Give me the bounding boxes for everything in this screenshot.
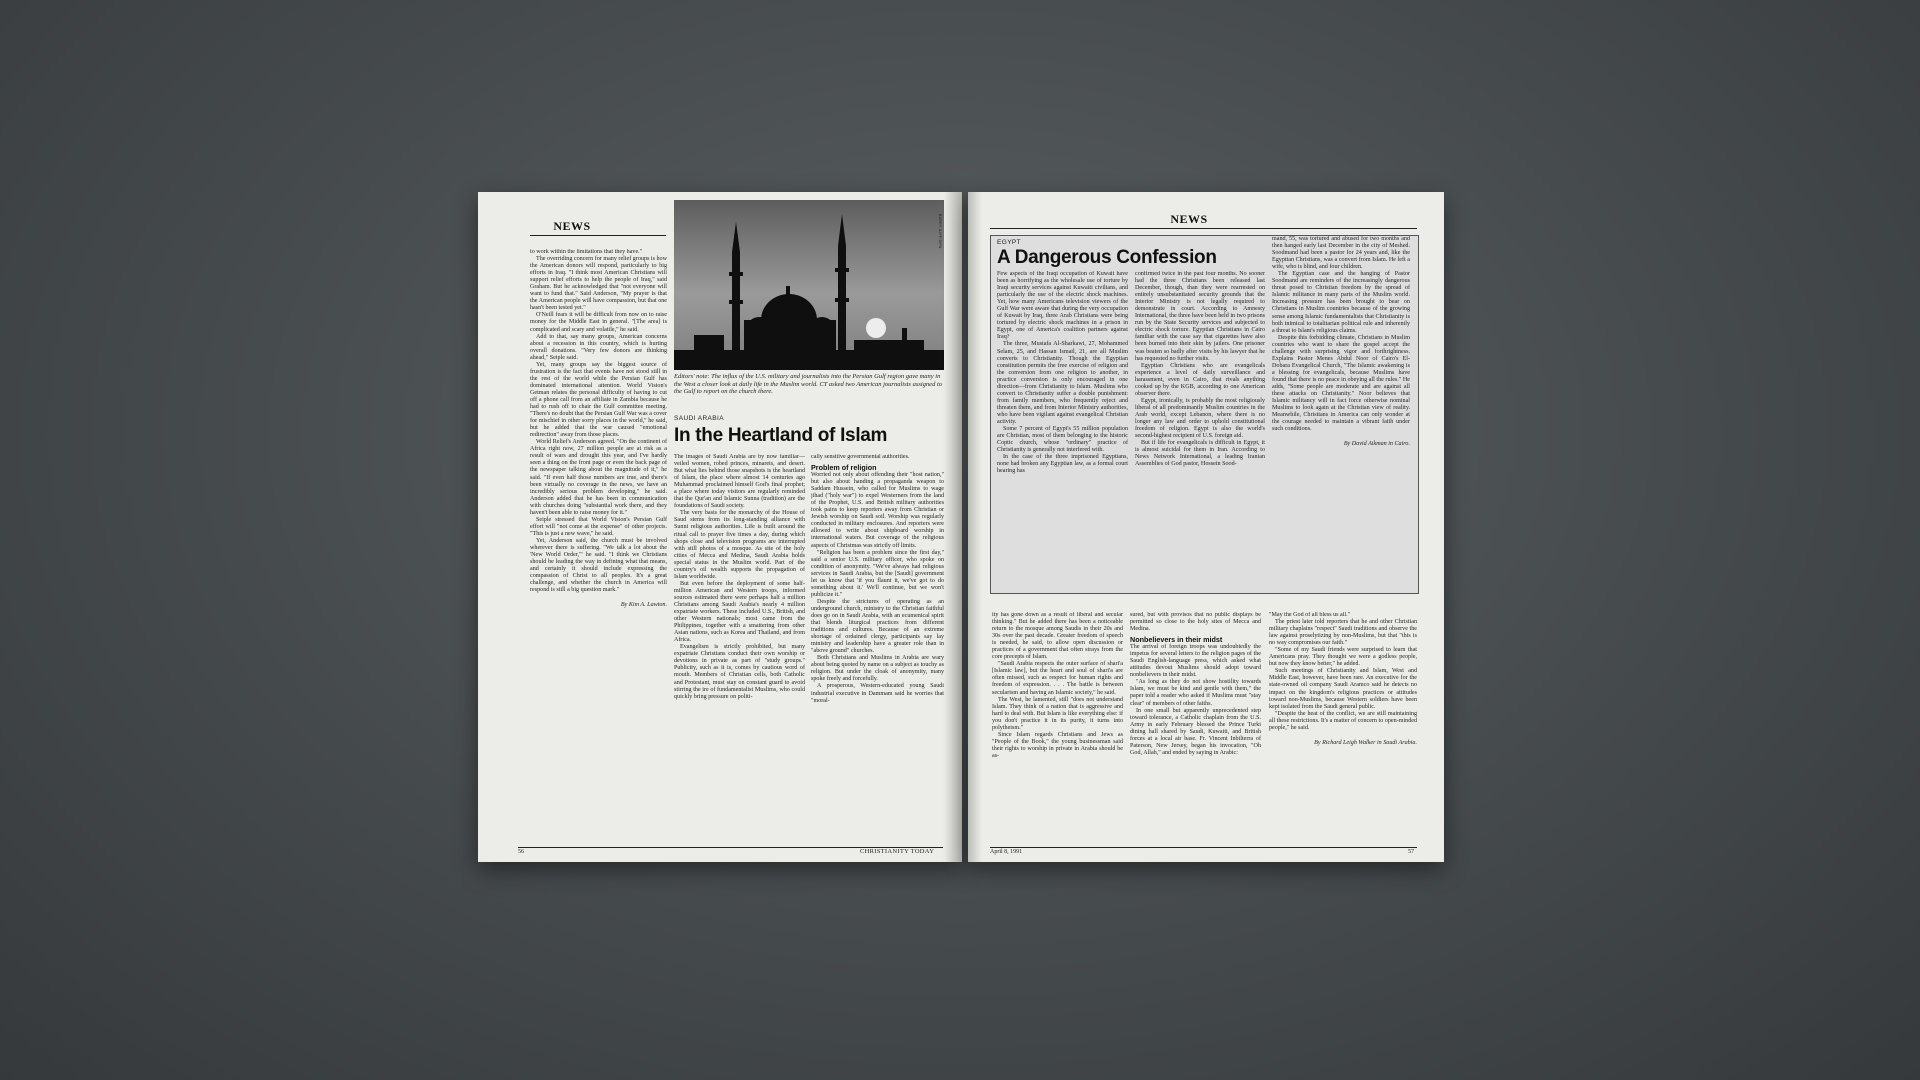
paragraph: "Religion has been a problem since the first day," said a senior U.S. military officer, who spoke on condition of anonymity. "We've always had religious services in Saudi Arabia, but the [Saudi] government let us know that 'if you flaunt it, we've got to do something about it.' We'll continue, but we won't publicize it." <box>811 549 944 598</box>
magazine-spread <box>478 192 1444 870</box>
paragraph: Few aspects of the Iraqi occupation of Kuwait have been as horrifying as the wholesale use of torture by Iraqi security services against Kuwaiti civilians, and particularly the use of the electric shock machines. Yet, how many Americans television viewers of the Gulf War were aware that during the very occupation of Kuwait by Iraq, three Arab Christians were being tortured by electric shock machines in a prison in Egypt, one of America's coalition partners against Iraq? <box>997 271 1128 341</box>
paragraph: The arrival of foreign troops was undoubtedly the impetus for several letters to the religion pages of the Saudi English-language press, which asked what attitudes devout Muslims should adopt toward nonbelievers in their midst. <box>1130 644 1261 679</box>
paragraph: Worried not only about offending their "host nation," but also about handing a propaganda weapon to Saddam Hussein, who called for Muslims to wage jihad ("holy war") to expel Westerners from the land of the Prophet, U.S. and British military authorities took pains to keep reporters away from Christian or Jewish worship on Saudi soil. Worship was regularly conducted in military enclosures. And reporters were allowed to write about shipboard worship in international waters. But coverage of the religious aspects of Christmas was strictly off limits. <box>811 472 944 549</box>
mosque-photo <box>674 200 944 370</box>
photo-caption: Editors' note: The influx of the U.S. military and journalists into the Persian Gulf region gave many in the West a closer look at daily life in the Muslim world. CT asked two American journalists assigned to the Gulf to report on the church there. <box>674 373 942 396</box>
box-column-3 <box>1272 236 1410 589</box>
paragraph: A prosperous, Western-educated young Saudi industrial executive in Dammam said he worries that "moral- <box>811 683 944 704</box>
paragraph: But if life for evangelicals is difficult in Egypt, it is almost suicidal for them in Iran. According to News Network International, a leading Iranian Assemblies of God pastor, Hossein Sood- <box>1135 440 1265 468</box>
paragraph: Add to that, say many groups, American concerns about a recession in this country, which is hurting overall donations. "Very few donors are thinking ahead," Seiple said. <box>530 333 667 361</box>
paragraph: ity has gone down as a result of liberal and secular thinking." But he added there has been a noticeable return to the mosque among Saudis in their 20s and 30s over the past decade. Greater freedom of speech is needed, he said, to allow open discussion or practices of a government that often strays from the core precepts of Islam. <box>992 612 1123 661</box>
paragraph: Seiple stressed that World Vision's Persian Gulf effort will "not come at the expense" of other projects. "This is just a new wave," he said. <box>530 516 667 537</box>
paragraph: The images of Saudi Arabia are by now familiar—veiled women, robed princes, minarets, and desert. But what lies behind those snapshots is the heartland of Islam, the place where almost 14 centuries ago Muhammad proclaimed himself God's final prophet; a place where today visitors are regularly reminded that the Qur'an and Islamic Sunna (tradition) are the foundations of Saudi society. <box>674 454 805 510</box>
page-number: 57 <box>1408 849 1414 855</box>
byline: By Kim A. Lawton. <box>620 602 667 609</box>
paragraph: The West, he lamented, still "does not understand Islam. They think of a nation that is aggressive and hard to deal with. But Islam is like everything else: if you don't practice it in its purity, it turns into polytheism." <box>992 696 1123 731</box>
paragraph: World Relief's Anderson agreed. "On the continent of Africa right now, 27 million people are at risk as a result of wars and drought this year, and I've hardly seen a thing on the front page or even the back page of the newspaper talking about the magnitude of it," he said. "If even half those numbers are true, and there's been virtually no coverage in the news, we have an incredibly serious problem developing," he said. Anderson added that he has been in communication with churches doing "substantial work there, and they haven't been able to raise money for it." <box>530 439 667 516</box>
story-kicker: EGYPT <box>997 239 1022 246</box>
section-rule <box>530 235 666 236</box>
section-rule <box>990 228 1417 229</box>
section-label: NEWS <box>553 219 591 233</box>
photo-credit: BARRY ILIFF/SIPA <box>938 214 942 249</box>
paragraph: sured, but with provisos that no public displays be permitted so close to the holy sites of Mecca and Medina. <box>1130 612 1261 633</box>
subhead: Problem of religion <box>811 463 877 473</box>
section-label: NEWS <box>1170 212 1208 226</box>
subhead: Nonbelievers in their midst <box>1130 635 1223 645</box>
story-kicker: SAUDI ARABIA <box>674 415 724 422</box>
paragraph: Since Islam regards Christians and Jews as "People of the Book," the young businessman said their rights to worship in private in Arabia should be as- <box>992 731 1123 759</box>
paragraph: Such meetings of Christianity and Islam, West and Middle East, however, have been rare. An executive for the state-owned oil company Saudi Aramco said he detects no impact on the kingdom's religious practices or attitudes toward non-Muslims, because Western soldiers have been kept isolated from the Saudi general public. <box>1269 668 1417 710</box>
column-1 <box>530 249 667 839</box>
paragraph: The Egyptian case and the hanging of Pastor Soodmand are reminders of the increasingly dangerous threat posed to Christian freedom by the spread of Islamic militance in many parts of the Muslim world. Increasing pressure has been brought to bear on Christians in Muslim countries because of the growing sense among Islamic fundamentalists that Christianity is both inimical to totalitarian political rule and inherently a threat to Islam's religious claims. <box>1272 271 1410 334</box>
gutter-shadow <box>968 192 982 862</box>
paragraph: Egypt, ironically, is probably the most religiously liberal of all predominantly Muslim countries in the Arab world, except Lebanon, where there is no longer any law and order to uphold constitutional freedom of religion. Egypt is also the world's second-highest recipient of U.S. foreign aid. <box>1135 397 1265 440</box>
column-3 <box>1269 612 1417 844</box>
left-page <box>478 192 962 862</box>
paragraph: to work within the limitations that they have." <box>530 249 643 255</box>
paragraph: "As long as they do not show hostility towards Islam, we must be kind and gentle with them," the paper told a reader who asked if Muslims must "stay clear" of members of other faiths. <box>1130 679 1261 707</box>
paragraph: But even before the deployment of some half-million American and Western troops, informed sources estimated there were perhaps half a million Christians among Saudi Arabia's nearly 4 million expatriate workers. These included U.S., British, and other Western nationals; most came from the Philippines, together with a smattering from other Asian nations, such as Korea and Thailand, and from Africa. <box>674 580 805 644</box>
issue-date: April 8, 1991 <box>990 849 1023 855</box>
paragraph: Yet, many groups say the biggest source of frustration is the fact that events have not stood still in the rest of the world while the Persian Gulf has dominated international attention. World Vision's Getman relates the personal difficulty of having to cut off a phone call from an affiliate in Zambia because he had to rush off to chair the Gulf committee meeting. "There's no doubt that the Persian Gulf War was a cover for mischief in other sorry places in the world," he said, but he added that the war caused "emotional redirection" away from those places. <box>530 361 667 439</box>
paragraph: The priest later told reporters that he and other Christian military chaplains "respect" Saudi traditions and observe the law against proselytizing by non-Muslims, but that "this is no way compromises our faith." <box>1269 619 1417 647</box>
paragraph: The three, Mustafa Al-Sharkawi, 27, Mohammed Selam, 25, and Hassan Ismail, 21, are all Muslim converts to Christianity. Though the Egyptian constitution permits the free exercise of religion and the conversion from one religion to another, in practice conversion is only encouraged in one direction—from Christianity to Islam. Muslims who convert to Christianity suffer a double punishment: from family members, who frequently reject and threaten them, and from Interior Ministry authorities, who have been vigilant against evangelical Christian activity. <box>997 341 1128 425</box>
paragraph: In one small but apparently unprecedented step toward tolerance, a Catholic chaplain from the U.S. Army in early February blessed the Prince Turki dining hall shared by Saudi, Kuwaiti, and British forces at a local air base. Fr. Vincent Inbilterra of Paterson, New Jersey, began his invocation, "Oh God, Allah," and ended by saying in Arabic: <box>1130 707 1261 756</box>
story-headline: A Dangerous Confession <box>997 247 1217 268</box>
page-number: 56 <box>518 849 524 855</box>
magazine-name: CHRISTIANITY TODAY <box>860 848 935 855</box>
paragraph: "Despite the heat of the conflict, we are still maintaining all these restrictions. It's a matter of concern to open-minded people," he said. <box>1269 710 1417 731</box>
gutter-shadow <box>944 192 962 862</box>
paragraph: "Some of my Saudi friends were surprised to learn that Americans pray. They thought we were a godless people, but now they know better," he added. <box>1269 647 1417 668</box>
paragraph: The very basis for the monarchy of the House of Saud stems from its long-standing alliance with Sunni religious authorities. Life is built around the ritual call to prayer five times a day, during which shops close and television programs are interrupted with still photos of a mosque. As site of the holy cities of Mecca and Medina, Saudi Arabia holds special status in the Muslim world. Part of the country's oil wealth supports the propagation of Islam worldwide. <box>674 510 805 580</box>
footer-rule <box>990 847 1417 848</box>
column-3 <box>811 454 944 844</box>
paragraph: cally sensitive governmental authorities. <box>811 454 910 460</box>
mosque-silhouette-image <box>674 200 944 370</box>
right-page <box>968 192 1444 862</box>
story-headline: In the Heartland of Islam <box>674 425 888 446</box>
paragraph: Despite the strictures of operating as an underground church, ministry to the Christian faithful does go on in Saudi Arabia, with an ecumenical spirit that blends liturgical practices from different traditions and cultures. Because of an extreme shortage of ordained clergy, participants say lay ministry and leadership have a greater role than in "above ground" churches. <box>811 598 944 655</box>
paragraph: Despite this forbidding climate, Christians in Muslim countries who want to share the gospel accept the challenge with surprising vigor and forthrightness. Explains Pastor Menes Abdul Noor of Cairo's El-Dobara Evangelical Church, "The Islamic awakening is a blessing for evangelicals, because Muslims have found that there is no peace in obeying all the rules." He adds, "Some people are moderate and are against all these attacks on Christianity." Noor believes that Islamic militancy will in fact force otherwise nominal Muslims to look again at the Christian view of reality. Meanwhile, Christians in America can only wonder at the courage needed to maintain a vibrant faith under such conditions. <box>1272 334 1410 433</box>
paragraph: "May the God of all bless us all." <box>1269 612 1351 618</box>
paragraph: Egyptian Christians who are evangelicals experience a level of daily surveillance and harassment, even in Cairo, that rivals anything cooked up by the KGB, according to one American observer there. <box>1135 362 1265 397</box>
paragraph: mand, 55, was tortured and abused for two months and then hanged early last December in the city of Meshed. Soodmand had been a pastor for 24 years and, like the Egyptian Christians, was a convert from Islam. He left a wife, who is blind, and four children. <box>1272 236 1410 271</box>
byline: By Richard Leigh Walker in Saudi Arabia. <box>1314 739 1417 746</box>
paragraph: The overriding concern for many relief groups is how the American donors will respond, particularly to big efforts in Iraq. "I think most American Christians will support relief efforts to help the people of Iraq," said Graham. But he acknowledged that "not everyone will want to fund that." Said Anderson, "My prayer is that the American people will have compassion, but that one hasn't been tested yet." <box>530 256 667 312</box>
box-column-2 <box>1135 271 1265 589</box>
column-1 <box>992 612 1123 844</box>
egypt-story-box <box>990 235 1419 594</box>
paragraph: "Saudi Arabia respects the outer surface of shari'a [Islamic law], but the heart and soul of shari'a are often missed, such as respect for human rights and freedom of expression. . . . The battle is between secularism and having an Islamic society," he said. <box>992 661 1123 696</box>
column-2 <box>1130 612 1261 844</box>
paragraph: Yet, Anderson said, the church must be involved wherever there is suffering. "We talk a lot about the 'New World Order,'" he said. "I think we Christians should be leading the way in defining what that means, and certainly it should include expressing the compassion of Christ to all peoples. It's a great challenge, and whether the church in America will respond is still a big question mark." <box>530 537 667 594</box>
paragraph: Both Christians and Muslims in Arabia are wary about being quoted by name on a subject as touchy as religion. But under the cloak of anonymity, many spoke freely and forcefully. <box>811 655 944 683</box>
paragraph: Some 7 percent of Egypt's 55 million population are Christian, most of them belonging to the historic Coptic church, whose "ordinary" practice of Christianity is generally not interfered with. <box>997 426 1128 454</box>
paragraph: O'Neill fears it will be difficult from now on to raise money for the Middle East in general. "[The area] is complicated and scary and volatile," he said. <box>530 312 667 333</box>
paragraph: confirmed twice in the past four months. No sooner had the three Christians been released last December, though, than they were rearrested on entirely unsubstantiated security grounds that the Interior Ministry is not legally required to demonstrate in court. According to Amnesty International, the three have been held in two prisons run by the State Security services and subjected to electric shock torture. Egyptian Christians in Cairo familiar with the case say that cigarettes have also been burned into their skin by jailers. One prisoner was beaten so badly after visits by his lawyer that he has requested no further visits. <box>1135 271 1265 362</box>
byline: By David Aikman in Cairo. <box>1343 441 1410 448</box>
paragraph: Evangelism is strictly prohibited, but many expatriate Christians conduct their own worship or devotions in private as part of "study groups." Publicity, such as it is, comes by cautious word of mouth. Members of Christian cells, both Catholic and Protestant, must stay on constant guard to avoid stirring the ire of fundamentalist Muslims, who could quickly bring pressure on politi- <box>674 644 805 700</box>
column-2 <box>674 454 805 844</box>
paragraph: In the case of the three imprisoned Egyptians, none had broken any Egyptian law, as a formal court hearing has <box>997 454 1128 475</box>
box-column-1 <box>997 271 1128 589</box>
